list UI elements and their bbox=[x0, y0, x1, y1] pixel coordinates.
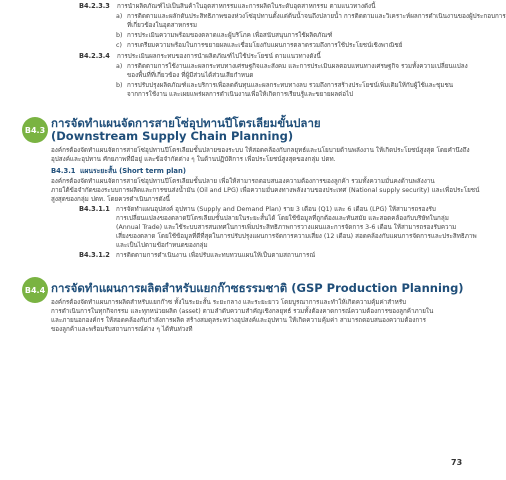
section-subtitle: (Downstream Supply Chain Planning) bbox=[51, 129, 294, 143]
bullet-a: a) bbox=[116, 63, 123, 70]
bullet-b: b) bbox=[116, 82, 123, 89]
paragraph-line: ที่เกี่ยวข้องในอุตสาหกรรม bbox=[127, 22, 198, 29]
paragraph-line: (Annual Trade) และใช้ระบบสารสนเทศในการเพิ่มประสิทธิภาพการวางแผนและการจัดการ 3-6 เดือน ให้สามารถรองรับความ bbox=[116, 224, 457, 231]
section-badge: B4.3 bbox=[22, 117, 48, 143]
paragraph-line: การดำเนินการในทุกกิจกรรม และทุกหน่วยผลิต (asset) ตามลำดับความสำคัญเชิงกลยุทธ์ รวมทั้งต้องคาดการณ์ความต้องการของลูกค้าภายใน bbox=[51, 308, 434, 315]
paragraph-line: การติดตามและผลักดันประสิทธิภาพของห่วงโซ่อุปทานตั้งแต่ต้นน้ำจนถึงปลายน้ำ การติดตามและวิเคราะห์ผลการดำเนินงานของผู้ประกอบการ bbox=[127, 13, 506, 20]
paragraph-line: การเปลี่ยนแปลงของตลาดปิโตรเลียมขั้นปลายในระยะสั้นได้ โดยใช้ข้อมูลที่ถูกต้องและทันสมัย และสอดคล้องกับบริษัทในกลุ่ม bbox=[116, 215, 449, 222]
paragraph-line: องค์กรต้องจัดทำแผนจัดการสายโซ่อุปทานปีโตรเลียมขั้นปลายของระบบ ให้สอดคล้องกับกลยุทธ์และนโยบายด้านพลังงาน ให้เกิดประโยชน์สูงสุด โดยคำนึงถึง bbox=[51, 147, 470, 154]
paragraph-line: การประเมินความพร้อมของตลาดและผู้บริโภค เพื่อสนับสนุนการใช้ผลิตภัณฑ์ bbox=[127, 32, 333, 39]
paragraph-line: สูงสุดของกลุ่ม ปตท. โดยควรดำเนินการดังนี้ bbox=[51, 196, 170, 203]
item-number: B4.3.1.2 bbox=[79, 251, 110, 259]
paragraph-line: องค์กรต้องจัดทำแผนการผลิตสำหรับแยกก๊าซ ทั้งในระยะสั้น ระยะกลาง และระยะยาว โดยบูรณาการและทำให้เกิดความคุ้มค่าสำหรับ bbox=[51, 299, 407, 306]
paragraph-line: การติดตามการดำเนินงาน เพื่อปรับและทบทวนแผนให้เป็นตามสถานการณ์ bbox=[116, 252, 316, 259]
paragraph-line: การปรับปรุงผลิตภัณฑ์และบริการเพื่อลดต้นทุนและผลกระทบทางลบ รวมถึงการสร้างประโยชน์เพิ่มเติมให้กับผู้ใช้และชุมชน bbox=[127, 82, 454, 89]
bullet-c: c) bbox=[116, 42, 122, 49]
paragraph-line: ของพื้นที่ที่เกี่ยวข้อง ที่ผู้มีส่วนได้ส่วนเสียกำหนด bbox=[127, 72, 254, 79]
page-number: 73 bbox=[451, 458, 463, 467]
subsection-number: B4.3.1 bbox=[51, 167, 76, 175]
paragraph-line: และภายนอกองค์กร ให้สอดคล้องกับกำลังการผลิต สร้างสมดุลระหว่างอุปสงค์และอุปทาน ให้เกิดความคุ้มค่า สามารถตอบสนองความต้องการ bbox=[51, 317, 427, 324]
section-title: การจัดทำแผนการผลิตสำหรับแยกก๊าซธรรมชาติ (GSP Production Planning) bbox=[51, 281, 464, 295]
item-number: B4.2.3.4 bbox=[79, 52, 110, 60]
section-title: การจัดทำแผนจัดการสายโซ่อุปทานปีโตรเลียมขั้นปลาย bbox=[51, 116, 321, 130]
bullet-a: a) bbox=[116, 13, 123, 20]
paragraph-line: ของลูกค้าและพร้อมรับสถานการณ์ต่าง ๆ ได้ทันท่วงที bbox=[51, 326, 193, 333]
paragraph-line: และเป็นไปตามข้อกำหนดของกลุ่ม bbox=[116, 242, 208, 249]
paragraph-line: การเตรียมความพร้อมในการขยายผลและเชื่อมโยงกับแผนการตลาดรวมถึงการใช้ประโยชน์เชิงพาณิชย์ bbox=[127, 42, 403, 49]
bullet-b: b) bbox=[116, 32, 123, 39]
paragraph-line: อุปสงค์และอุปทาน ศักยภาพที่มีอยู่ และข้อจำกัดต่าง ๆ ในด้านปฏิบัติการ เพื่อประโยชน์สูงสุดของกลุ่ม ปตท. bbox=[51, 156, 336, 163]
item-number: B4.2.3.3 bbox=[79, 2, 110, 10]
paragraph-line: การนำผลิตภัณฑ์ไปเป็นสินค้าในอุตสาหกรรมและการผลิตในระดับอุตสาหกรรม ตามแนวทางดังนี้ bbox=[117, 3, 376, 10]
paragraph-line: จากการใช้งาน และเผยแพร่ผลการดำเนินงานเพื่อให้เกิดการเรียนรู้และขยายผลต่อไป bbox=[127, 91, 354, 98]
paragraph-line: การจัดทำแผนอุปสงค์ อุปทาน (Supply and Demand Plan) ราย 3 เดือน (Q1) และ 6 เดือน (LPG) ให้สามารถรองรับ bbox=[116, 206, 436, 213]
paragraph-line: การประเมินผลกระทบของการนำผลิตภัณฑ์ไปใช้ประโยชน์ ตามแนวทางดังนี้ bbox=[117, 53, 321, 60]
item-number: B4.3.1.1 bbox=[79, 205, 110, 213]
paragraph-line: เสี่ยงของตลาด โดยใช้ข้อมูลที่ดีที่สุดในการปรับปรุงแผนการจัดการความเสี่ยง (12 เดือน) สอดคล้องกับแผนการจัดการและประสิทธิภาพ bbox=[116, 233, 477, 240]
paragraph-line: การติดตามการใช้งานและผลกระทบทางเศรษฐกิจและสังคม และการประเมินผลตอบแทนทางเศรษฐกิจ รวมทั้งความเปลี่ยนแปลง bbox=[127, 63, 468, 70]
paragraph-line: องค์กรต้องจัดทำแผนจัดการสายโซ่อุปทานปีโตรเลียมขั้นปลาย เพื่อให้สามารถตอบสนองความต้องการของลูกค้า รวมทั้งความมั่นคงด้านพลังงาน bbox=[51, 178, 435, 185]
section-badge: B4.4 bbox=[22, 277, 48, 303]
paragraph-line: ภายใต้ข้อจำกัดของระบบการผลิตและการขนส่งน้ำมัน (Oil and LPG) เพื่อความมั่นคงทางพลังงานของประเทศ (National supply security) และเพื่อประโยชน์ bbox=[51, 187, 480, 194]
subsection-title: แผนระยะสั้น (Short term plan) bbox=[80, 167, 186, 175]
